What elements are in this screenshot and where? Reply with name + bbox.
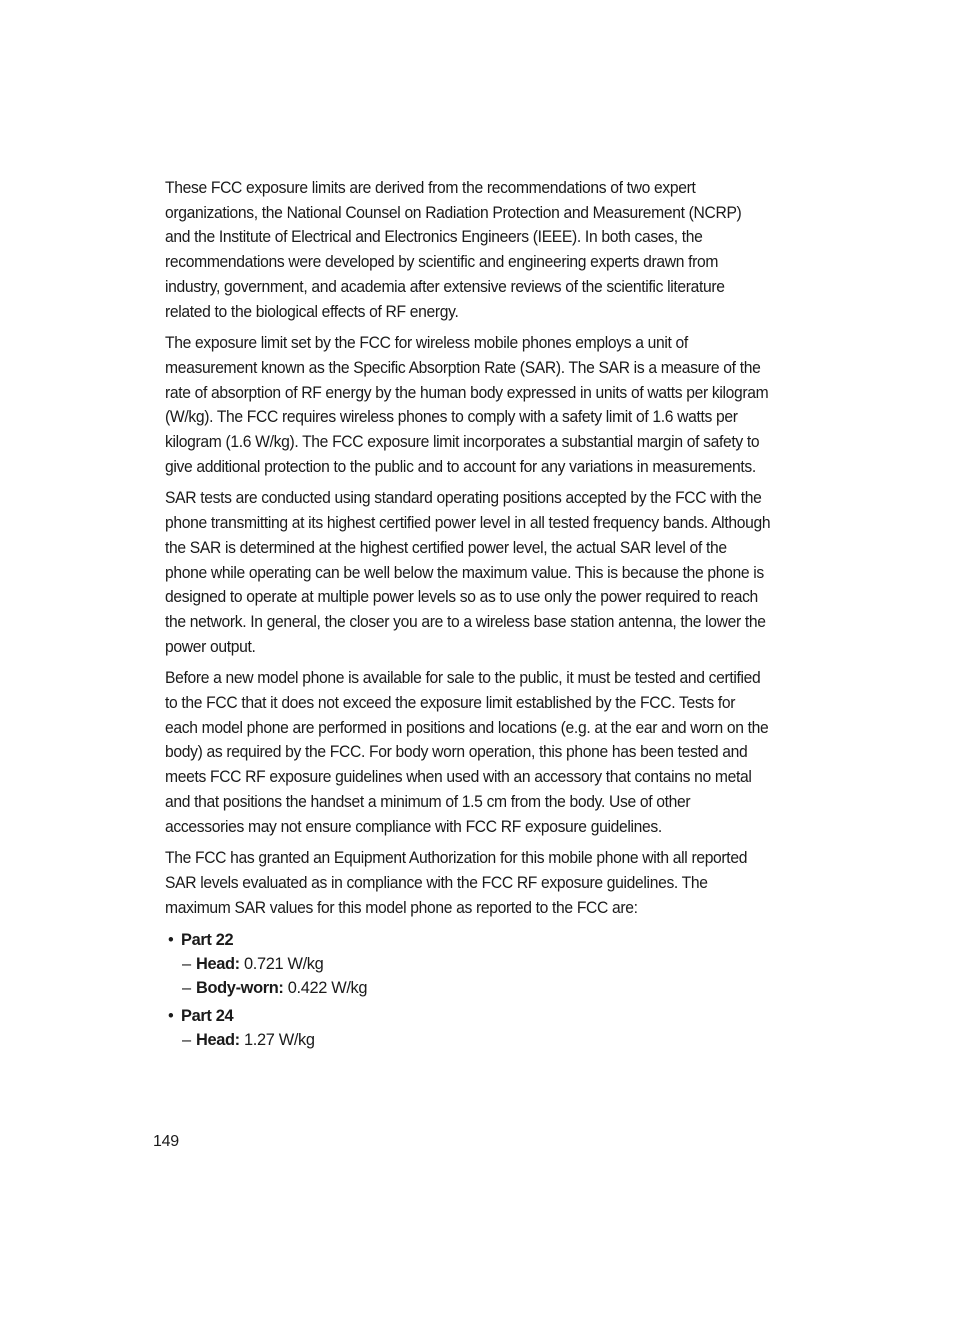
paragraph-model-certification: Before a new model phone is available for sale to the public, it must be tested and certified to the FCC that it does not exceed the exposure limit established by the FCC. Tests for each model phone are performed in positions and locations (e.g. at the ear and worn on the body) as required by the FCC. For body worn operation, this phone has been tested and meets FCC RF exposure guidelines when used with an accessory that contains no metal and that positions the handset a minimum of 1.5 cm from the body. Use of other accessories may not ensure compliance with FCC RF exposure guidelines. [165, 669, 769, 836]
paragraph-sar-tests: SAR tests are conducted using standard operating positions accepted by the FCC with the phone transmitting at its highest certified power level in all tested frequency bands. Although the SAR is determined at the highest certified power level, the actual SAR level of the phone while operating can be well below the maximum value. This is because the phone is designed to operate at multiple power levels so as to use only the power required to reach the network. In general, the closer you are to a wireless base station antenna, the lower the power output. [165, 489, 771, 656]
bullet-glyph: • [168, 931, 174, 950]
dash-glyph: – [182, 979, 191, 998]
page-content [165, 176, 771, 1052]
part22-label: Part 22 [181, 931, 234, 950]
paragraph-equipment-authorization: The FCC has granted an Equipment Authorization for this mobile phone with all reported SAR levels evaluated as in compliance with the FCC RF exposure guidelines. The maximum SAR values for this model phone as reported to the FCC are: [165, 849, 748, 917]
list-item-part22-body [182, 976, 771, 1000]
sar-values-list [165, 928, 771, 1052]
part22-head-label: Head: [196, 955, 240, 974]
paragraph-fcc-limits-origin: These FCC exposure limits are derived from the recommendations of two expert organizations, the National Counsel on Radiation Protection and Measurement (NCRP) and the Institute of Electrical and Electronics Engineers (IEEE). In both cases, the recommendations were developed by scientific and engineering experts drawn from industry, government, and academia after extensive reviews of the scientific literature related to the biological effects of RF energy. [165, 179, 742, 321]
paragraph-sar-definition: The exposure limit set by the FCC for wireless mobile phones employs a unit of measurement known as the Specific Absorption Rate (SAR). The SAR is a measure of the rate of absorption of RF energy by the human body expressed in units of watts per kilogram (W/kg). The FCC requires wireless phones to comply with a safety limit of 1.6 watts per kilogram (1.6 W/kg). The FCC exposure limit incorporates a substantial margin of safety to give additional protection to the public and to account for any variations in measurements. [165, 334, 769, 476]
dash-glyph: – [182, 955, 191, 974]
list-item-part24-head [182, 1028, 771, 1052]
page-number: 149 [153, 1133, 179, 1150]
part22-body-label: Body-worn: [196, 979, 284, 998]
list-item-part22 [168, 928, 771, 952]
part22-body-value: 0.422 W/kg [283, 979, 368, 998]
part22-head-value: 0.721 W/kg [239, 955, 324, 974]
dash-glyph: – [182, 1031, 191, 1050]
list-item-part22-head [182, 952, 771, 976]
part24-head-value: 1.27 W/kg [239, 1031, 315, 1050]
bullet-glyph: • [168, 1007, 174, 1026]
part24-label: Part 24 [181, 1007, 234, 1026]
list-item-part24 [168, 1004, 771, 1028]
part24-head-label: Head: [196, 1031, 240, 1050]
